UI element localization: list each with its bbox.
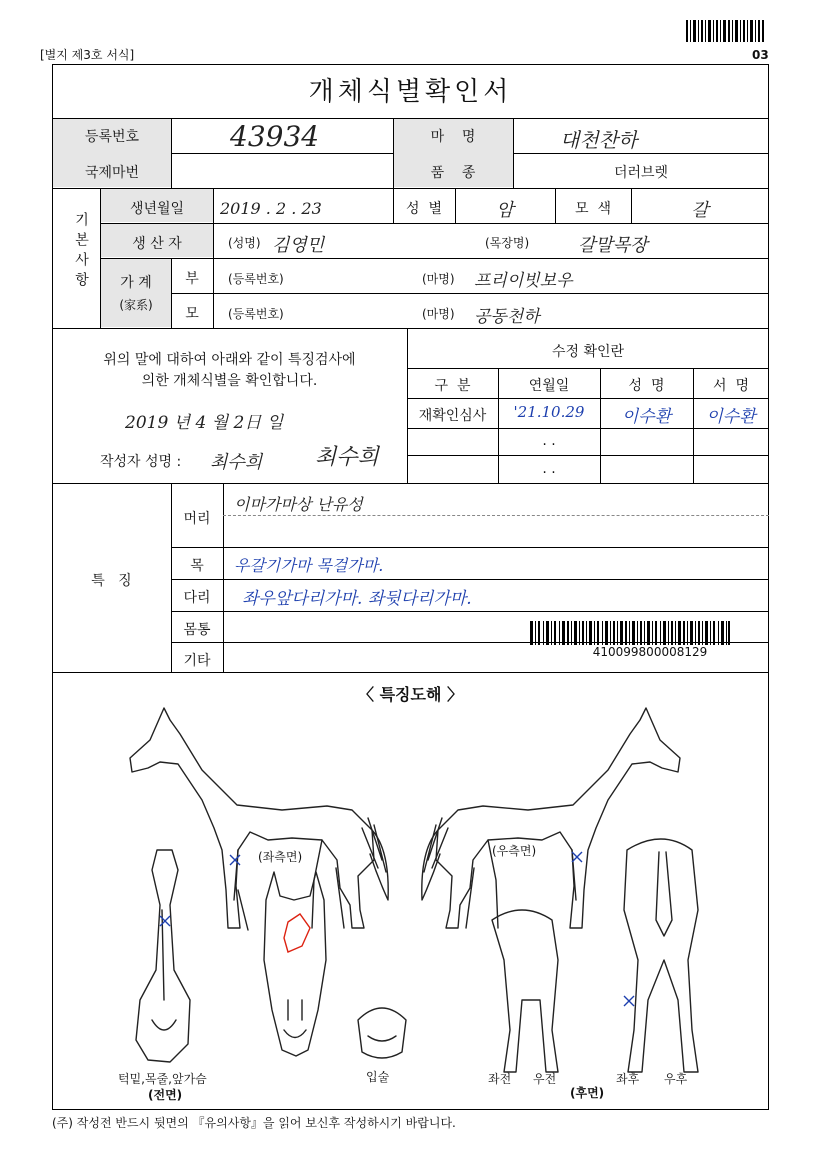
page-number: 03: [752, 48, 769, 62]
features-section-label: 특 징: [91, 573, 132, 589]
birth-value: 2019 . 2 . 23: [220, 199, 322, 218]
rear-caption: (후면): [570, 1086, 605, 1100]
revision-row1-date: '21.10.29: [513, 403, 585, 421]
front-legs-view-outline: [492, 910, 558, 1072]
writer-signature: 최수희: [315, 445, 379, 470]
sex-label: 성 별: [406, 201, 442, 217]
marking-x-rear-leg: [624, 996, 634, 1006]
writer-name: 최수희: [210, 452, 263, 473]
pedigree-label: 가 계: [120, 275, 152, 291]
footer-note: (주) 작성전 반드시 뒷면의 『유의사항』을 읽어 보신후 작성하시기 바랍니다.: [52, 1116, 456, 1130]
rear-left-caption: 좌후: [616, 1072, 640, 1086]
forehead-marking: [284, 914, 310, 952]
legs-label: 다리: [183, 590, 211, 606]
revision-row1-type: 재확인심사: [418, 408, 487, 424]
birth-label: 생년월일: [129, 201, 185, 217]
front-right-caption: 우전: [533, 1072, 557, 1086]
middle-barcode: [530, 621, 730, 645]
confirm-date: 2019 년 4 월 2日 일: [125, 413, 284, 433]
marking-x-neck: [160, 916, 170, 926]
sire-regno-label: (등록번호): [228, 272, 284, 286]
diagram-title: 〈 특징도해 〉: [358, 685, 463, 704]
dam-name-label: (마명): [422, 307, 455, 321]
muzzle-caption: 입술: [366, 1070, 390, 1084]
legs-value: 좌우앞다리가마. 좌뒷다리가마.: [242, 589, 472, 609]
marking-x-left-leg: [230, 855, 240, 865]
horse-name-value: 대천찬하: [560, 128, 638, 152]
confirm-text-2: 의한 개체식별을 확인합니다.: [141, 373, 318, 389]
right-side-horse-outline: [436, 708, 680, 928]
front-head-view-outline: [264, 872, 326, 1056]
ranch-value: 갈말목장: [578, 235, 648, 256]
revision-row1-name: 이수환: [621, 407, 672, 427]
sex-value: 암: [496, 200, 514, 221]
rear-right-caption: 우후: [664, 1072, 688, 1086]
breed-label: 품 종: [430, 165, 476, 181]
dam-name-value: 공동천하: [474, 307, 540, 327]
confirm-text-1: 위의 말에 대하여 아래와 같이 특징검사에: [103, 352, 356, 368]
horse-name-label: 마 명: [430, 129, 476, 145]
other-label: 기타: [183, 653, 211, 669]
basic-section-label: 기본사항: [73, 212, 89, 292]
revision-header-sign: 서 명: [713, 378, 749, 394]
producer-name-value: 김영민: [272, 235, 325, 256]
neck-label: 목: [190, 558, 204, 574]
writer-label: 작성자 성명 :: [100, 454, 182, 470]
sire-name-label: (마명): [422, 272, 455, 286]
intl-no-label: 국제마번: [84, 165, 140, 181]
revision-row1-sign: 이수환: [706, 407, 756, 427]
revision-header-date: 연월일: [528, 378, 570, 394]
left-side-horse-outline: [130, 708, 374, 928]
sire-name-value: 프리이빗보우: [474, 271, 573, 291]
front-caption: (전면): [148, 1088, 183, 1102]
color-value: 갈: [691, 200, 709, 221]
reg-no-label: 등록번호: [84, 129, 140, 145]
marking-diagram: [52, 700, 769, 1105]
producer-label: 생 산 자: [132, 236, 182, 252]
revision-title: 수정 확인란: [551, 344, 625, 360]
head-value: 이마가마상 난유성: [234, 495, 363, 514]
revision-header-type: 구 분: [434, 378, 471, 394]
revision-header-name: 성 명: [628, 378, 665, 394]
body-label: 몸통: [183, 622, 211, 638]
revision-row3-date: . .: [542, 461, 556, 477]
neck-value: 우갈기가마 목걸가마.: [234, 556, 384, 575]
top-barcode: [686, 20, 764, 42]
producer-name-label: (성명): [228, 236, 261, 250]
marking-x-right-leg: [572, 852, 582, 862]
muzzle-outline: [358, 1008, 406, 1058]
left-side-caption: (좌측면): [258, 850, 303, 864]
rear-view-outline: [624, 839, 698, 1072]
dam-label: 모: [185, 306, 199, 322]
form-title: 개체식별확인서: [52, 66, 769, 119]
form-reference: [별지 제3호 서식]: [40, 48, 135, 62]
head-label: 머리: [183, 511, 211, 527]
middle-barcode-number: 410099800008129: [592, 645, 708, 659]
ranch-label: (목장명): [485, 236, 530, 250]
reg-no-value: 43934: [230, 120, 320, 153]
dam-regno-label: (등록번호): [228, 307, 284, 321]
breed-value: 더러브렛: [613, 165, 669, 181]
neck-caption: 턱밑,목줄,앞가슴: [118, 1072, 207, 1086]
sire-label: 부: [185, 271, 199, 287]
front-left-caption: 좌전: [488, 1072, 512, 1086]
revision-row2-date: . .: [542, 433, 556, 449]
color-label: 모 색: [575, 201, 611, 217]
pedigree-sub: (家系): [119, 298, 153, 312]
right-side-caption: (우측면): [492, 844, 537, 858]
